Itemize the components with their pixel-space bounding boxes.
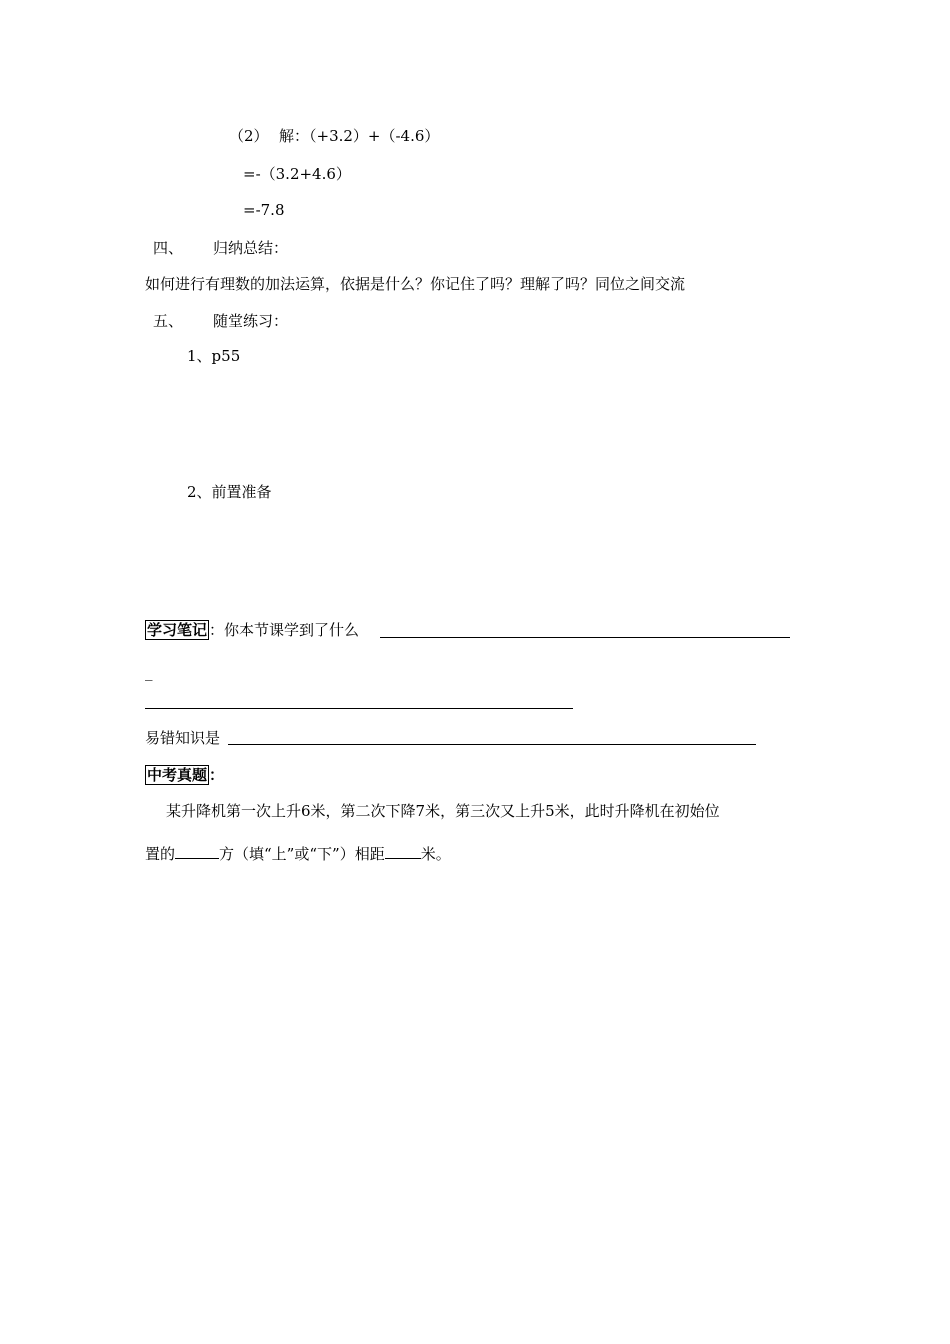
section-5-title: 随堂练习： [213, 312, 289, 330]
notes-answer-line-2 [145, 708, 573, 709]
exam-text-line-2 [145, 844, 451, 864]
exam-text-2c: 米。 [420, 845, 451, 863]
exam-heading [145, 765, 224, 785]
notes-label: 学习笔记 [147, 621, 208, 639]
section-4-title: 归纳总结： [213, 239, 289, 257]
section-4-number: 四、 [153, 239, 184, 257]
solution-line-3: =-7.8 [243, 201, 285, 219]
notes-colon: ： [209, 621, 225, 639]
mistakes-label: 易错知识是 [145, 729, 221, 747]
solution-line-2: =-（3.2+4.6） [243, 165, 351, 183]
exam-text-2a: 置的 [145, 845, 176, 863]
notes-prompt: 你本节课学到了什么 [224, 621, 360, 639]
exam-text-2b: 方（填“上”或“下”）相距 [219, 845, 385, 863]
exam-text-line-1: 某升降机第一次上升6米，第二次下降7米，第三次又上升5米，此时升降机在初始位 [166, 802, 720, 820]
notes-heading [145, 620, 359, 640]
section-5-number: 五、 [153, 312, 184, 330]
direction-blank [175, 844, 219, 859]
solution-label: （2） [229, 127, 269, 145]
solution-line-1: 解：（+3.2）+（-4.6） [279, 127, 440, 145]
notes-dash: _ [145, 663, 153, 681]
section-4-text: 如何进行有理数的加法运算，依据是什么？你记住了吗？理解了吗？同位之间交流 [145, 275, 686, 293]
exercise-item-1: 1、p55 [187, 347, 241, 365]
exam-colon: ： [209, 766, 225, 784]
mistakes-answer-line [228, 744, 756, 745]
notes-answer-line-1 [380, 637, 790, 638]
distance-blank [385, 844, 421, 859]
exercise-item-2: 2、前置准备 [187, 483, 272, 501]
exam-label: 中考真题 [147, 766, 208, 784]
